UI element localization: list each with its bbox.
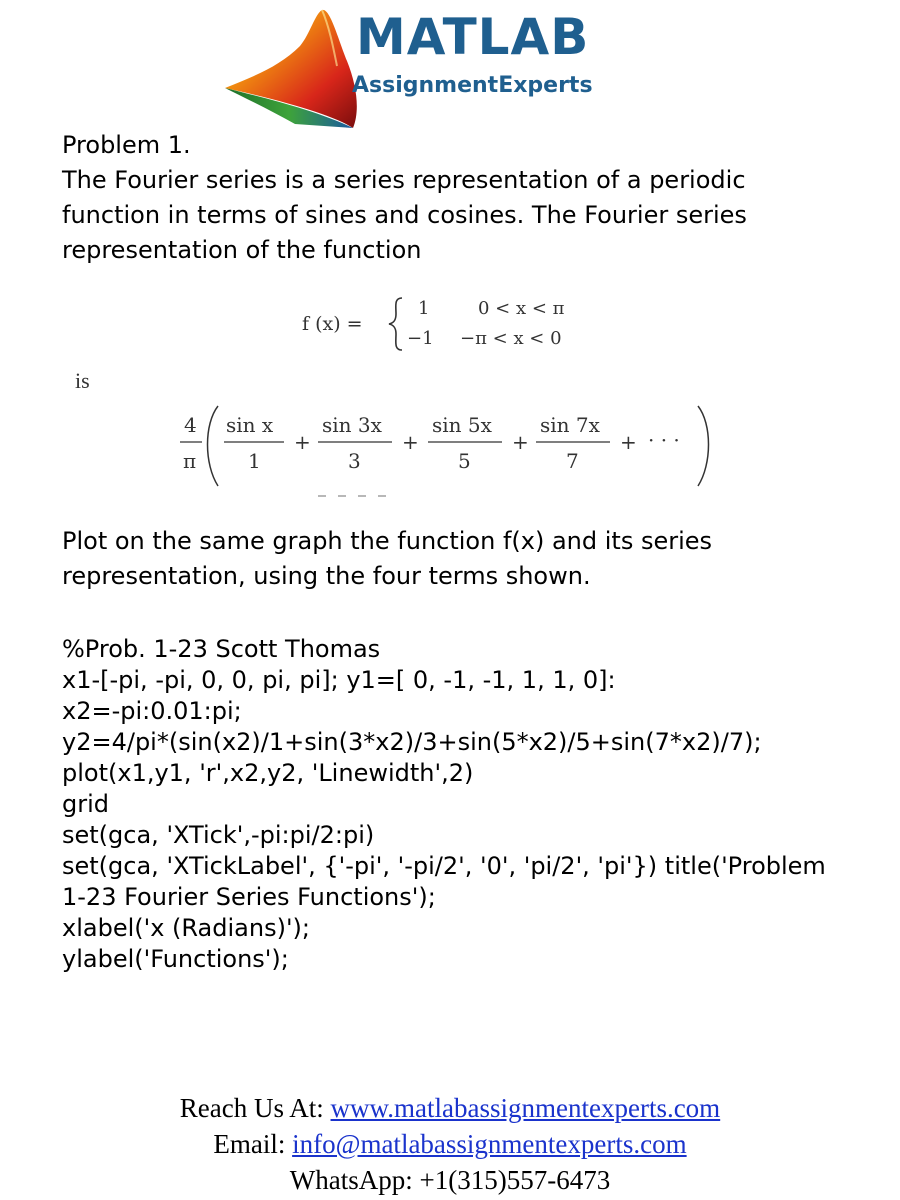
fourier-series-equation (180, 400, 740, 500)
problem-line-3: representation of the function (62, 236, 422, 264)
coef-denominator: π (183, 449, 197, 473)
code-line-11: ylabel('Functions'); (62, 945, 289, 973)
code-line-1: %Prob. 1-23 Scott Thomas (62, 635, 381, 663)
contact-footer (0, 1090, 900, 1198)
code-line-7: set(gca, 'XTick',-pi:pi/2:pi) (62, 821, 375, 849)
case1-condition: 0 < x < π (478, 298, 565, 319)
term-2-denominator: 3 (348, 449, 361, 473)
series-ellipsis: · · · (648, 428, 680, 452)
problem-line-1: The Fourier series is a series representation of a periodic (62, 166, 746, 194)
code-line-10: xlabel('x (Radians)'); (62, 914, 310, 942)
problem-line-2: function in terms of sines and cosines. The Fourier series (62, 201, 747, 229)
problem-heading: Problem 1. (62, 131, 191, 159)
code-line-3: x2=-pi:0.01:pi; (62, 697, 242, 725)
left-paren (208, 406, 219, 486)
instruction-line-1: Plot on the same graph the function f(x) and its series (62, 527, 713, 555)
instruction-line-2: representation, using the four terms shown. (62, 562, 591, 590)
plus-sign-3: + (512, 430, 529, 454)
footer-reach-line (0, 1090, 900, 1126)
term-4-denominator: 7 (566, 449, 579, 473)
case2-condition: −π < x < 0 (460, 328, 562, 349)
coef-numerator: 4 (184, 413, 197, 437)
brand-name: MATLAB (356, 8, 590, 66)
term-3-denominator: 5 (458, 449, 471, 473)
is-word: is (75, 368, 90, 393)
brand-tagline: AssignmentExperts (352, 73, 593, 98)
website-link[interactable]: www.matlabassignmentexperts.com (330, 1093, 721, 1123)
code-line-5: plot(x1,y1, 'r',x2,y2, 'Linewidth',2) (62, 759, 474, 787)
code-line-8: set(gca, 'XTickLabel', {'-pi', '-pi/2', '0', 'pi/2', 'pi'}) title('Problem (62, 852, 826, 880)
term-3-numerator: sin 5x (432, 413, 492, 437)
footer-reach-label: Reach Us At: (179, 1093, 331, 1123)
footer-email-label: Email: (213, 1129, 293, 1159)
plus-sign-4: + (620, 430, 637, 454)
code-line-9: 1-23 Fourier Series Functions'); (62, 883, 436, 911)
email-link[interactable]: info@matlabassignmentexperts.com (292, 1129, 687, 1159)
code-line-4: y2=4/pi*(sin(x2)/1+sin(3*x2)/3+sin(5*x2)/5+sin(7*x2)/7); (62, 728, 762, 756)
term-1-numerator: sin x (226, 413, 274, 437)
case1-value: 1 (418, 298, 430, 319)
case2-value: −1 (407, 328, 434, 349)
term-2-numerator: sin 3x (322, 413, 382, 437)
term-1-denominator: 1 (248, 449, 261, 473)
footer-email-line (0, 1126, 900, 1162)
plus-sign-1: + (294, 430, 311, 454)
term-4-numerator: sin 7x (540, 413, 600, 437)
plus-sign-2: + (402, 430, 419, 454)
left-brace (389, 298, 402, 350)
right-paren (698, 406, 709, 486)
piecewise-lhs: f (x) = (302, 313, 363, 335)
code-line-2: x1-[-pi, -pi, 0, 0, pi, pi]; y1=[ 0, -1, -1, 1, 1, 0]: (62, 666, 616, 694)
footer-whatsapp: WhatsApp: +1(315)557-6473 (289, 1165, 611, 1195)
piecewise-function-equation (300, 292, 600, 354)
code-line-6: grid (62, 790, 110, 818)
